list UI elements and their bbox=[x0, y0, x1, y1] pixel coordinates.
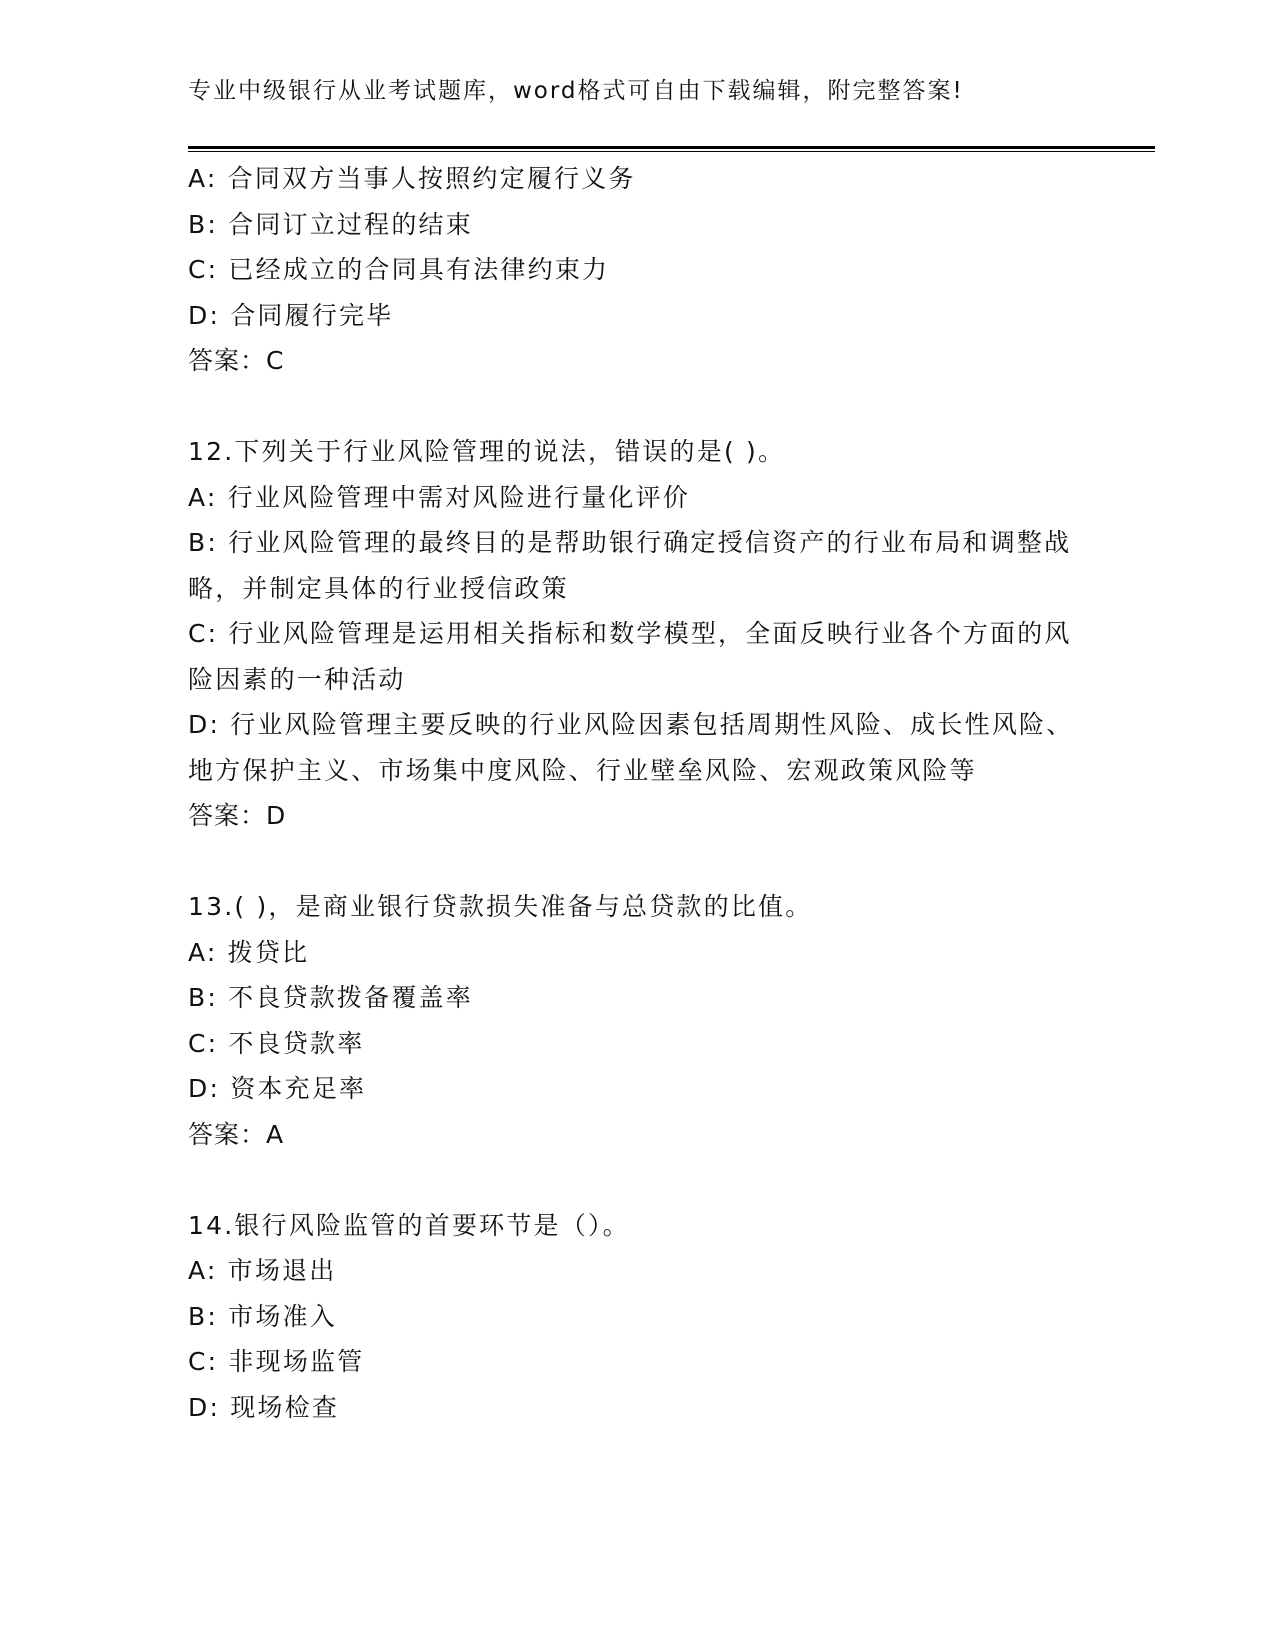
question-11 bbox=[188, 156, 1088, 384]
option-a: A: 行业风险管理中需对风险进行量化评价 bbox=[188, 482, 691, 512]
question-stem: 13.( )，是商业银行贷款损失准备与总贷款的比值。 bbox=[188, 892, 813, 921]
option-a: A: 拨贷比 bbox=[188, 937, 310, 967]
header-rule-thick bbox=[188, 146, 1155, 149]
question-14 bbox=[188, 1203, 1088, 1431]
answer-line: 答案：D bbox=[188, 801, 287, 830]
option-c: C: 非现场监管 bbox=[188, 1347, 365, 1376]
option-c: C: 行业风险管理是运用相关指标和数学模型，全面反映行业各个方面的风险因素的一种活动 bbox=[188, 619, 1072, 694]
option-c: C: 不良贷款率 bbox=[188, 1028, 365, 1058]
option-b: B: 合同订立过程的结束 bbox=[188, 209, 473, 239]
option-a: A: 合同双方当事人按照约定履行义务 bbox=[188, 164, 636, 193]
question-12 bbox=[188, 429, 1088, 839]
option-d: D: 行业风险管理主要反映的行业风险因素包括周期性风险、成长性风险、地方保护主义、市场集中度风险、行业壁垒风险、宏观政策风险等 bbox=[188, 710, 1074, 785]
question-stem: 12.下列关于行业风险管理的说法，错误的是( )。 bbox=[188, 437, 786, 466]
option-d: D: 资本充足率 bbox=[188, 1074, 367, 1103]
answer-line: 答案：A bbox=[188, 1119, 285, 1149]
question-stem: 14.银行风险监管的首要环节是（）。 bbox=[188, 1210, 630, 1240]
spacer bbox=[188, 839, 1088, 885]
option-d: D: 合同履行完毕 bbox=[188, 300, 394, 330]
option-b: B: 不良贷款拨备覆盖率 bbox=[188, 983, 473, 1012]
option-c: C: 已经成立的合同具有法律约束力 bbox=[188, 255, 610, 284]
header-rule-thin bbox=[188, 151, 1155, 152]
question-13 bbox=[188, 884, 1088, 1157]
option-b: B: 市场准入 bbox=[188, 1301, 337, 1331]
option-a: A: 市场退出 bbox=[188, 1256, 337, 1285]
spacer bbox=[188, 384, 1088, 430]
answer-line: 答案：C bbox=[188, 346, 285, 375]
spacer bbox=[188, 1157, 1088, 1203]
option-d: D: 现场检查 bbox=[188, 1392, 340, 1422]
option-b: B: 行业风险管理的最终目的是帮助银行确定授信资产的行业布局和调整战略，并制定具体的行业授信政策 bbox=[188, 528, 1072, 603]
page-header: 专业中级银行从业考试题库，word格式可自由下载编辑，附完整答案! bbox=[188, 78, 964, 104]
question-content bbox=[188, 156, 1088, 1430]
